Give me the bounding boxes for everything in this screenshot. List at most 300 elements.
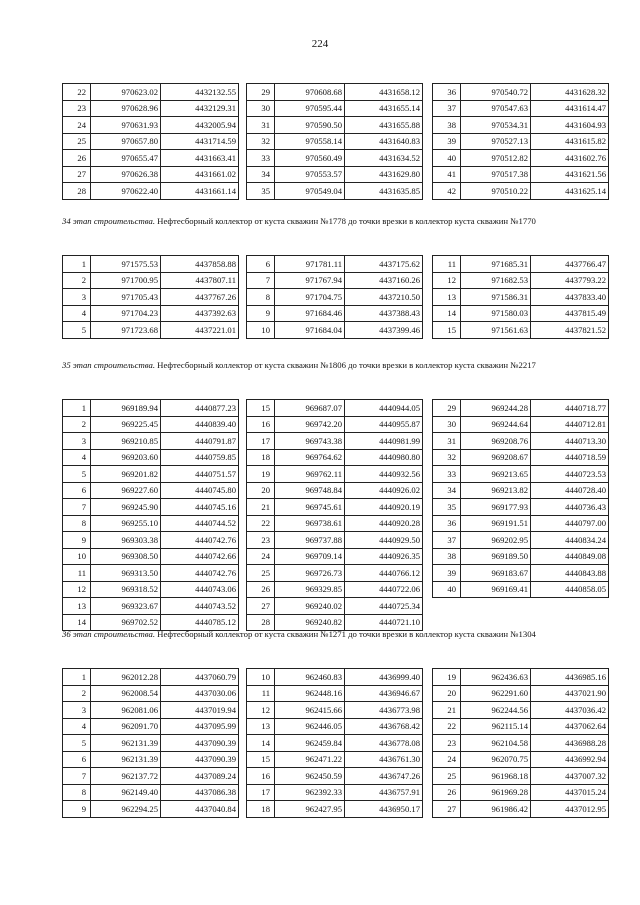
coord-x: 969191.51: [461, 515, 531, 532]
table-row: [247, 532, 423, 549]
table-row: [63, 685, 239, 702]
point-number: 9: [63, 532, 91, 549]
coord-y: 4437086.38: [161, 784, 239, 801]
coord-y: 4440712.81: [531, 416, 609, 433]
table-row: [247, 685, 423, 702]
coord-x: 969745.61: [275, 499, 345, 516]
coord-x: 962291.60: [461, 685, 531, 702]
table-row: [247, 433, 423, 450]
point-number: 27: [63, 166, 91, 183]
point-number: 31: [433, 433, 461, 450]
section-heading-stage: 34 этап строительства.: [62, 216, 155, 226]
coord-y: 4440718.77: [531, 400, 609, 417]
coord-y: 4440722.06: [345, 581, 423, 598]
coord-x: 962104.58: [461, 735, 531, 752]
point-number: 30: [247, 100, 275, 117]
coord-y: 4440785.12: [161, 614, 239, 631]
coord-x: 969213.82: [461, 482, 531, 499]
point-number: 15: [247, 400, 275, 417]
point-number: 33: [247, 150, 275, 167]
table-row: [63, 272, 239, 289]
section-heading-stage: 36 этап строительства.: [62, 629, 155, 639]
coord-y: 4436985.16: [531, 669, 609, 686]
coord-x: 962415.66: [275, 702, 345, 719]
coord-x: 971781.11: [275, 256, 345, 273]
table-row: [247, 801, 423, 818]
point-number: 38: [433, 548, 461, 565]
point-number: 9: [247, 305, 275, 322]
coord-x: 970626.38: [91, 166, 161, 183]
point-number: 11: [247, 685, 275, 702]
coord-x: 971704.75: [275, 289, 345, 306]
coord-y: 4436950.17: [345, 801, 423, 818]
coord-y: 4431640.83: [345, 133, 423, 150]
coord-y: 4431625.14: [531, 183, 609, 200]
coord-x: 970512.82: [461, 150, 531, 167]
point-number: 10: [247, 322, 275, 339]
coord-y: 4431714.59: [161, 133, 239, 150]
coord-x: 970540.72: [461, 84, 531, 101]
coord-x: 970623.02: [91, 84, 161, 101]
point-number: 26: [433, 784, 461, 801]
coord-y: 4436999.40: [345, 669, 423, 686]
point-number: 36: [433, 515, 461, 532]
table-row: [247, 482, 423, 499]
coord-x: 962450.59: [275, 768, 345, 785]
table-row: [247, 272, 423, 289]
table-row: [433, 289, 609, 306]
table-row: [247, 305, 423, 322]
point-number: 39: [433, 565, 461, 582]
coord-y: 4440766.12: [345, 565, 423, 582]
coord-x: 969738.61: [275, 515, 345, 532]
coordinate-table: [432, 83, 609, 200]
table-row: [433, 735, 609, 752]
coord-y: 4440725.34: [345, 598, 423, 615]
point-number: 21: [433, 702, 461, 719]
point-number: 24: [433, 751, 461, 768]
table-row: [433, 685, 609, 702]
coord-y: 4431655.14: [345, 100, 423, 117]
table-row: [433, 183, 609, 200]
coord-x: 962137.72: [91, 768, 161, 785]
coord-x: 962012.28: [91, 669, 161, 686]
point-number: 12: [247, 702, 275, 719]
coord-x: 969329.85: [275, 581, 345, 598]
table-row: [63, 515, 239, 532]
table-row: [247, 581, 423, 598]
point-number: 7: [247, 272, 275, 289]
coord-y: 4437767.26: [161, 289, 239, 306]
table-row: [433, 532, 609, 549]
point-number: 41: [433, 166, 461, 183]
coord-y: 4440839.40: [161, 416, 239, 433]
coord-x: 962471.22: [275, 751, 345, 768]
coord-y: 4440920.19: [345, 499, 423, 516]
point-number: 6: [247, 256, 275, 273]
coord-x: 969737.88: [275, 532, 345, 549]
coord-y: 4437095.99: [161, 718, 239, 735]
point-number: 15: [433, 322, 461, 339]
table-row: [433, 100, 609, 117]
coord-y: 4440834.24: [531, 532, 609, 549]
coord-x: 969308.50: [91, 548, 161, 565]
coord-x: 969323.67: [91, 598, 161, 615]
point-number: 19: [433, 669, 461, 686]
coord-x: 969244.28: [461, 400, 531, 417]
point-number: 4: [63, 449, 91, 466]
table-row: [63, 784, 239, 801]
point-number: 35: [433, 499, 461, 516]
point-number: 36: [433, 84, 461, 101]
coord-x: 969318.52: [91, 581, 161, 598]
coord-y: 4437036.42: [531, 702, 609, 719]
coord-x: 969225.45: [91, 416, 161, 433]
coord-y: 4440932.56: [345, 466, 423, 483]
table-row: [63, 289, 239, 306]
coord-y: 4437833.40: [531, 289, 609, 306]
point-number: 22: [63, 84, 91, 101]
table-row: [63, 133, 239, 150]
coord-y: 4431614.47: [531, 100, 609, 117]
coord-y: 4437062.64: [531, 718, 609, 735]
table-row: [247, 400, 423, 417]
point-number: 38: [433, 117, 461, 134]
section-heading-text: Нефтесборный коллектор от куста скважин №1806 до точки врезки в коллектор куста скважин №2217: [155, 360, 536, 370]
point-number: 28: [247, 614, 275, 631]
coord-y: 4431628.32: [531, 84, 609, 101]
coord-y: 4440759.85: [161, 449, 239, 466]
coord-y: 4440791.87: [161, 433, 239, 450]
coord-y: 4437392.63: [161, 305, 239, 322]
point-number: 11: [63, 565, 91, 582]
table-row: [63, 735, 239, 752]
table-row: [433, 166, 609, 183]
point-number: 14: [63, 614, 91, 631]
table-row: [247, 751, 423, 768]
coordinate-table: [62, 83, 239, 200]
table-row: [247, 183, 423, 200]
point-number: 32: [433, 449, 461, 466]
coord-y: 4440742.76: [161, 532, 239, 549]
coord-y: 4431661.02: [161, 166, 239, 183]
section-heading-stage: 35 этап строительства.: [62, 360, 155, 370]
coord-x: 969177.93: [461, 499, 531, 516]
coordinate-table: [62, 255, 239, 339]
table-row: [433, 581, 609, 598]
table-row: [63, 100, 239, 117]
table-row: [433, 449, 609, 466]
coord-x: 969303.38: [91, 532, 161, 549]
point-number: 26: [63, 150, 91, 167]
point-number: 31: [247, 117, 275, 134]
coord-x: 962294.25: [91, 801, 161, 818]
coord-y: 4437858.88: [161, 256, 239, 273]
coord-y: 4437089.24: [161, 768, 239, 785]
coord-y: 4436946.67: [345, 685, 423, 702]
table-row: [433, 751, 609, 768]
coord-y: 4437007.32: [531, 768, 609, 785]
coord-x: 970595.44: [275, 100, 345, 117]
table-row: [63, 416, 239, 433]
coord-y: 4437388.43: [345, 305, 423, 322]
section-heading-text: Нефтесборный коллектор от куста скважин №1271 до точки врезки в коллектор куста скважин №1304: [155, 629, 536, 639]
point-number: 18: [247, 801, 275, 818]
point-number: 13: [433, 289, 461, 306]
point-number: 33: [433, 466, 461, 483]
coord-x: 969189.50: [461, 548, 531, 565]
point-number: 30: [433, 416, 461, 433]
point-number: 7: [63, 768, 91, 785]
coord-y: 4440742.76: [161, 565, 239, 582]
table-row: [63, 581, 239, 598]
coord-y: 4431655.88: [345, 117, 423, 134]
table-row: [433, 499, 609, 516]
table-row: [63, 183, 239, 200]
coord-x: 969210.85: [91, 433, 161, 450]
coord-x: 970622.40: [91, 183, 161, 200]
coord-y: 4436757.91: [345, 784, 423, 801]
table-row: [433, 400, 609, 417]
coord-y: 4431634.52: [345, 150, 423, 167]
coord-x: 962244.56: [461, 702, 531, 719]
table-row: [433, 133, 609, 150]
coord-y: 4437766.47: [531, 256, 609, 273]
table-row: [63, 322, 239, 339]
point-number: 27: [433, 801, 461, 818]
point-number: 9: [63, 801, 91, 818]
coord-y: 4440745.16: [161, 499, 239, 516]
coord-y: 4432005.94: [161, 117, 239, 134]
coord-y: 4437019.94: [161, 702, 239, 719]
coord-y: 4440926.35: [345, 548, 423, 565]
coord-x: 969183.67: [461, 565, 531, 582]
coord-x: 969169.41: [461, 581, 531, 598]
coord-x: 969208.67: [461, 449, 531, 466]
coord-y: 4440745.80: [161, 482, 239, 499]
coordinate-table: [246, 83, 423, 200]
coord-x: 969702.52: [91, 614, 161, 631]
point-number: 19: [247, 466, 275, 483]
coord-y: 4440980.80: [345, 449, 423, 466]
coord-y: 4437160.26: [345, 272, 423, 289]
table-row: [247, 84, 423, 101]
table-row: [433, 702, 609, 719]
coord-x: 961986.42: [461, 801, 531, 818]
table-row: [433, 256, 609, 273]
table-row: [247, 702, 423, 719]
point-number: 25: [247, 565, 275, 582]
table-row: [433, 784, 609, 801]
coord-y: 4436768.42: [345, 718, 423, 735]
point-number: 40: [433, 581, 461, 598]
coord-x: 970517.38: [461, 166, 531, 183]
point-number: 23: [247, 532, 275, 549]
point-number: 24: [63, 117, 91, 134]
point-number: 17: [247, 784, 275, 801]
table-row: [63, 548, 239, 565]
coordinate-table: [62, 668, 239, 818]
table-row: [247, 499, 423, 516]
coord-x: 970560.49: [275, 150, 345, 167]
coordinate-table: [246, 668, 423, 818]
point-number: 35: [247, 183, 275, 200]
page-number: 224: [311, 38, 329, 50]
point-number: 4: [63, 305, 91, 322]
section-heading: [62, 628, 592, 641]
table-row: [247, 768, 423, 785]
coord-x: 969201.82: [91, 466, 161, 483]
coord-x: 970631.93: [91, 117, 161, 134]
table-row: [63, 150, 239, 167]
coord-x: 970608.68: [275, 84, 345, 101]
coord-x: 971723.68: [91, 322, 161, 339]
coord-x: 971704.23: [91, 305, 161, 322]
coord-x: 970534.31: [461, 117, 531, 134]
coord-y: 4440723.53: [531, 466, 609, 483]
coord-y: 4437030.06: [161, 685, 239, 702]
table-row: [247, 117, 423, 134]
table-row: [433, 565, 609, 582]
coord-x: 962081.06: [91, 702, 161, 719]
point-number: 29: [433, 400, 461, 417]
coord-y: 4437815.49: [531, 305, 609, 322]
coord-x: 970628.96: [91, 100, 161, 117]
point-number: 10: [63, 548, 91, 565]
coord-x: 969726.73: [275, 565, 345, 582]
table-row: [433, 84, 609, 101]
coord-y: 4431635.85: [345, 183, 423, 200]
table-row: [63, 400, 239, 417]
point-number: 29: [247, 84, 275, 101]
coord-x: 962392.33: [275, 784, 345, 801]
coord-y: 4440736.43: [531, 499, 609, 516]
point-number: 3: [63, 702, 91, 719]
coord-x: 962446.05: [275, 718, 345, 735]
table-row: [433, 416, 609, 433]
point-number: 42: [433, 183, 461, 200]
point-number: 11: [433, 256, 461, 273]
coord-y: 4440743.06: [161, 581, 239, 598]
coord-x: 970527.13: [461, 133, 531, 150]
coord-y: 4437210.50: [345, 289, 423, 306]
table-row: [247, 548, 423, 565]
point-number: 20: [433, 685, 461, 702]
table-row: [433, 272, 609, 289]
section-heading: [62, 359, 592, 372]
coord-x: 969748.84: [275, 482, 345, 499]
coord-y: 4436773.98: [345, 702, 423, 719]
coord-x: 970558.14: [275, 133, 345, 150]
coord-y: 4437021.90: [531, 685, 609, 702]
table-row: [433, 150, 609, 167]
table-row: [247, 289, 423, 306]
coord-y: 4440742.66: [161, 548, 239, 565]
table-row: [433, 548, 609, 565]
point-number: 34: [433, 482, 461, 499]
coord-x: 961969.28: [461, 784, 531, 801]
point-number: 32: [247, 133, 275, 150]
table-row: [247, 515, 423, 532]
coord-x: 962070.75: [461, 751, 531, 768]
coord-y: 4437399.46: [345, 322, 423, 339]
table-row: [433, 322, 609, 339]
coord-y: 4437015.24: [531, 784, 609, 801]
coord-y: 4440849.08: [531, 548, 609, 565]
coord-y: 4440920.28: [345, 515, 423, 532]
coord-x: 969709.14: [275, 548, 345, 565]
coord-y: 4437807.11: [161, 272, 239, 289]
table-row: [63, 702, 239, 719]
point-number: 5: [63, 322, 91, 339]
table-row: [247, 735, 423, 752]
coord-y: 4437175.62: [345, 256, 423, 273]
table-row: [63, 598, 239, 615]
coord-x: 962131.39: [91, 735, 161, 752]
coord-y: 4437060.79: [161, 669, 239, 686]
point-number: 13: [63, 598, 91, 615]
table-row: [247, 322, 423, 339]
coord-y: 4437012.95: [531, 801, 609, 818]
point-number: 1: [63, 256, 91, 273]
coord-x: 971685.31: [461, 256, 531, 273]
coord-y: 4440751.57: [161, 466, 239, 483]
table-row: [63, 565, 239, 582]
point-number: 6: [63, 482, 91, 499]
point-number: 12: [63, 581, 91, 598]
table-row: [247, 166, 423, 183]
point-number: 23: [63, 100, 91, 117]
section-heading-text: Нефтесборный коллектор от куста скважин №1778 до точки врезки в коллектор куста скважин №1770: [155, 216, 536, 226]
coord-x: 971682.53: [461, 272, 531, 289]
coord-x: 971700.95: [91, 272, 161, 289]
point-number: 27: [247, 598, 275, 615]
table-row: [247, 416, 423, 433]
coord-y: 4440926.02: [345, 482, 423, 499]
table-row: [433, 433, 609, 450]
table-row: [63, 751, 239, 768]
coord-x: 962149.40: [91, 784, 161, 801]
coord-y: 4436747.26: [345, 768, 423, 785]
point-number: 5: [63, 466, 91, 483]
coord-x: 970657.80: [91, 133, 161, 150]
coord-x: 969208.76: [461, 433, 531, 450]
point-number: 1: [63, 669, 91, 686]
section-heading: [62, 215, 592, 228]
coord-x: 969227.60: [91, 482, 161, 499]
coord-y: 4431604.93: [531, 117, 609, 134]
table-row: [63, 482, 239, 499]
table-row: [247, 784, 423, 801]
coord-x: 969245.90: [91, 499, 161, 516]
point-number: 25: [433, 768, 461, 785]
coord-x: 971684.04: [275, 322, 345, 339]
coord-x: 970510.22: [461, 183, 531, 200]
coord-x: 971561.63: [461, 322, 531, 339]
coord-x: 969764.62: [275, 449, 345, 466]
point-number: 37: [433, 532, 461, 549]
coord-y: 4432132.55: [161, 84, 239, 101]
coord-y: 4440858.05: [531, 581, 609, 598]
point-number: 17: [247, 433, 275, 450]
coord-y: 4431602.76: [531, 150, 609, 167]
table-row: [63, 117, 239, 134]
table-row: [433, 801, 609, 818]
coord-y: 4432129.31: [161, 100, 239, 117]
coord-x: 969313.50: [91, 565, 161, 582]
point-number: 22: [433, 718, 461, 735]
coord-y: 4440743.52: [161, 598, 239, 615]
